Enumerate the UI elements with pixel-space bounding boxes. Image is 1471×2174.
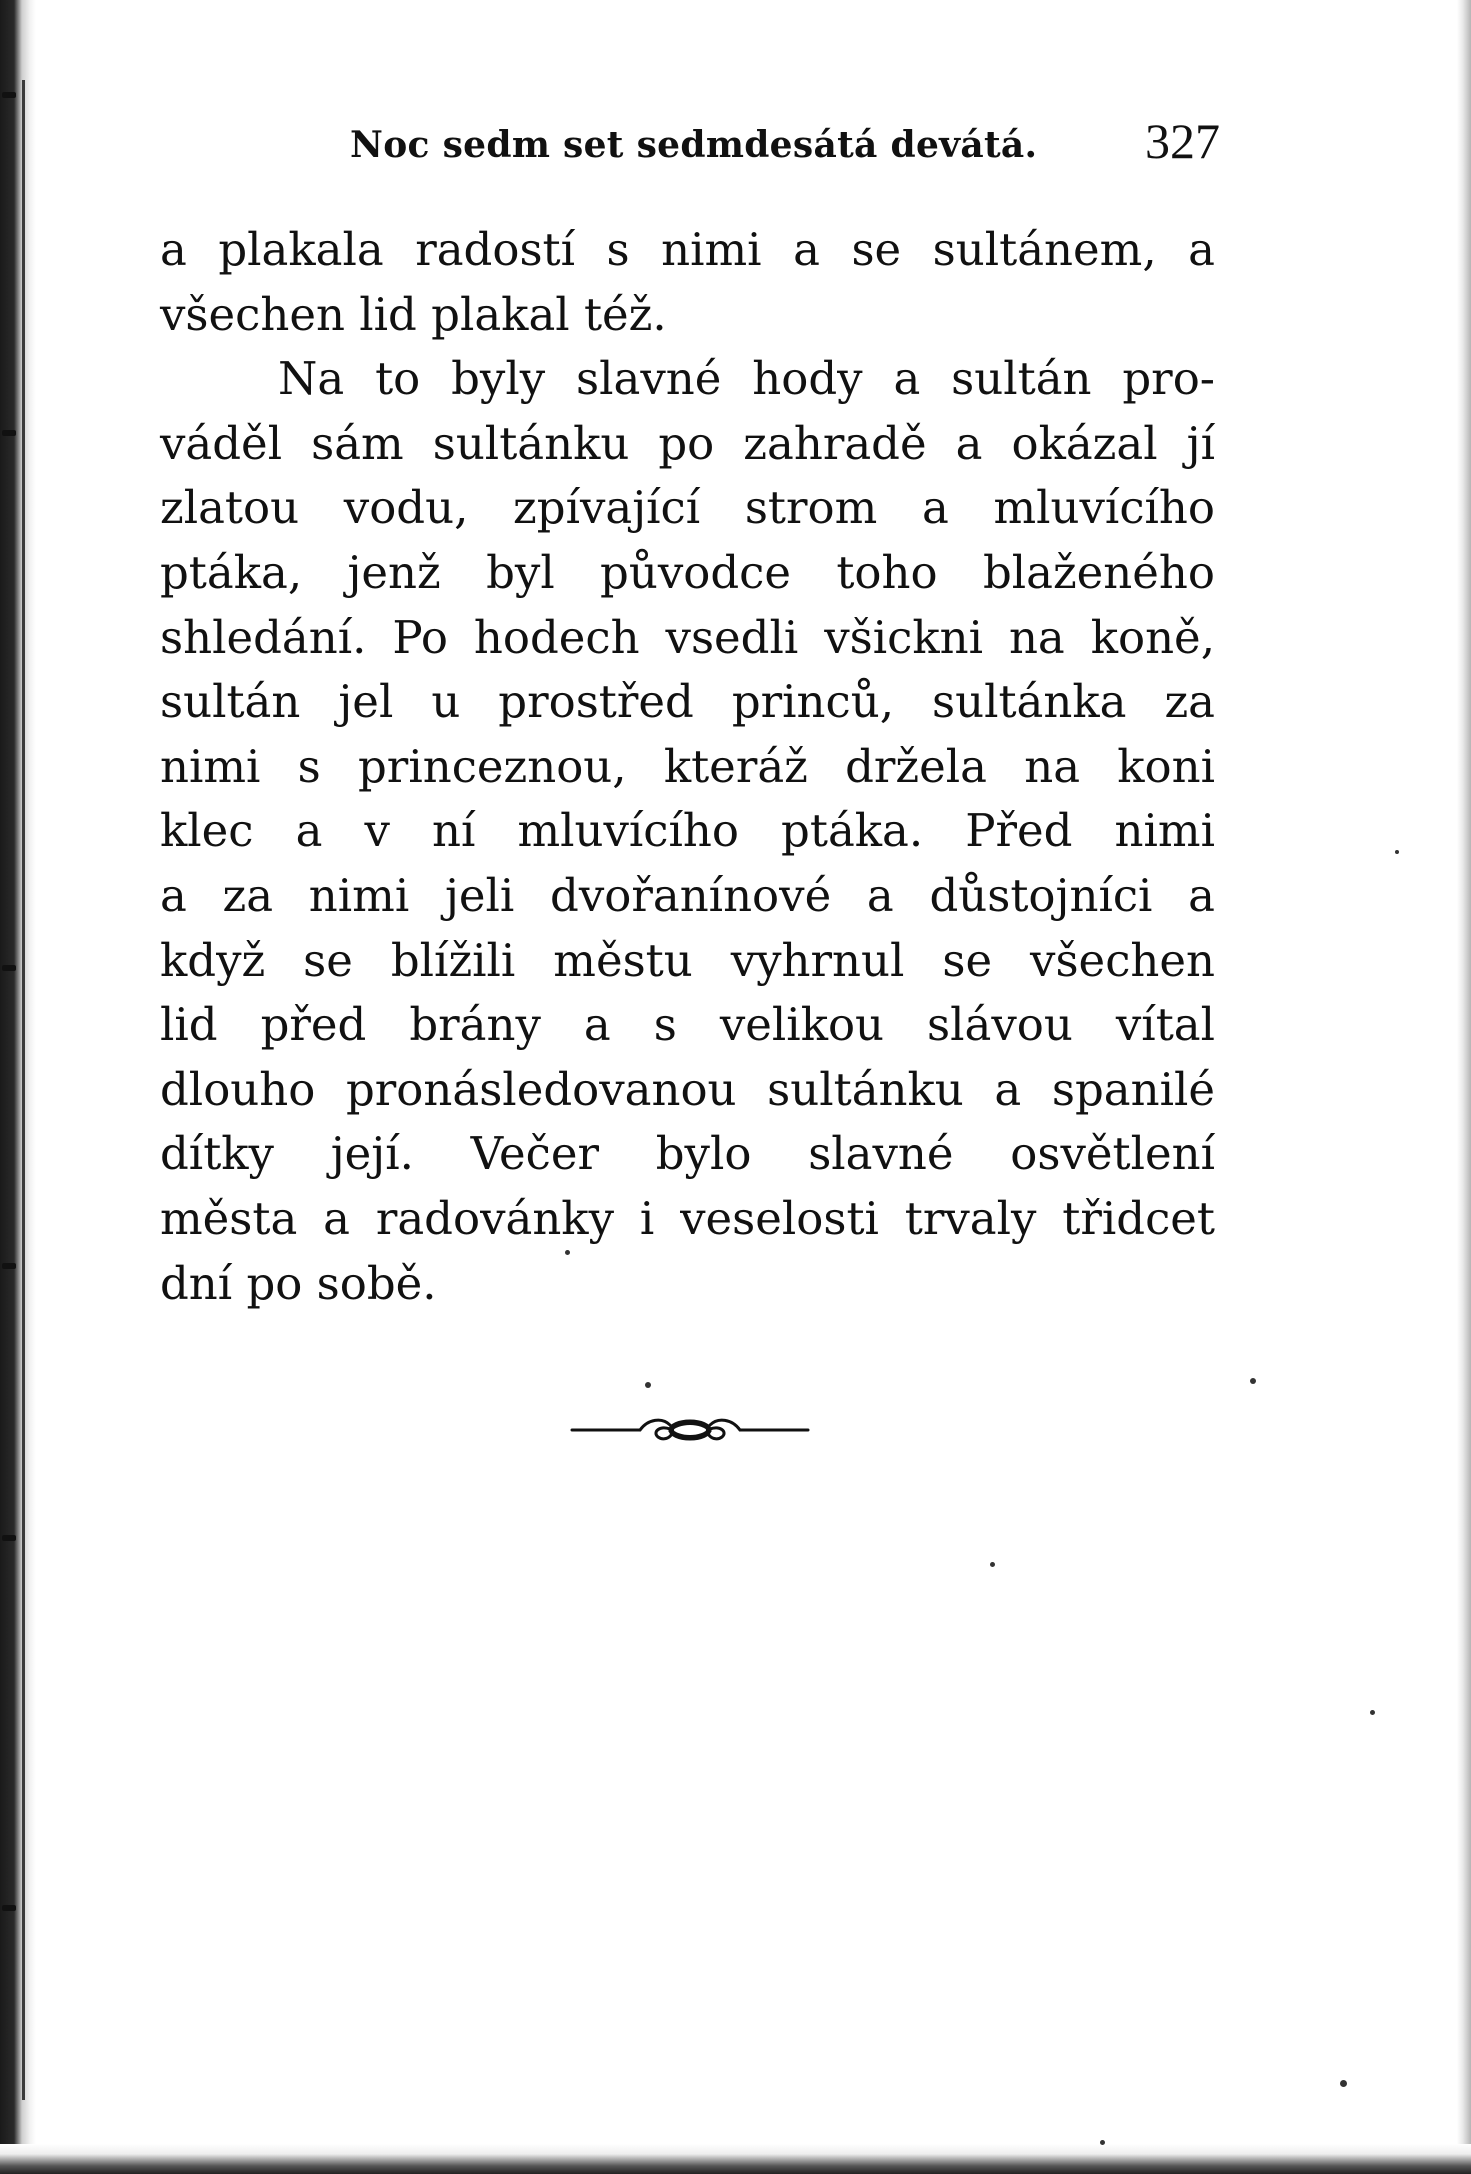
text-line: města a radovánky i veselosti trvaly třidcet — [160, 1191, 1215, 1245]
gutter-line — [22, 80, 25, 2100]
text-line: když se blížili městu vyhrnul se všechen — [160, 933, 1215, 987]
speck — [565, 1250, 570, 1255]
running-head: Noc sedm set sedmdesátá devátá. — [350, 124, 1038, 166]
page-right-edge — [1457, 0, 1471, 2174]
speck — [1250, 1378, 1256, 1384]
speck — [1395, 850, 1399, 854]
text-line: shledání. Po hodech vsedli všickni na koně, — [160, 610, 1215, 664]
speck — [1370, 1710, 1375, 1715]
text-line: zlatou vodu, zpívající strom a mluvícího — [160, 481, 1215, 535]
ornament-divider-icon — [570, 1405, 810, 1455]
text-line: a plakala radostí s nimi a se sultánem, a — [160, 223, 1215, 276]
text-line: ptáka, jenž byl původce toho blaženého — [160, 545, 1215, 599]
text-line: váděl sám sultánku po zahradě a okázal jí — [160, 416, 1215, 470]
binding-mark — [2, 1263, 16, 1269]
binding-mark — [2, 430, 16, 436]
speck — [1100, 2140, 1105, 2145]
speck — [645, 1382, 651, 1388]
page-header — [350, 112, 1220, 172]
binding-mark — [2, 1905, 16, 1911]
page-bottom-edge — [0, 2144, 1471, 2174]
speck — [1340, 2080, 1347, 2087]
text-line: dlouho pronásledovanou sultánku a spanilé — [160, 1062, 1215, 1116]
text-line: lid před brány a s velikou slávou vítal — [160, 998, 1215, 1052]
text-line: dítky její. Večer bylo slavné osvětlení — [160, 1127, 1215, 1181]
page-gutter — [0, 0, 36, 2174]
text-line: všechen lid plakal též. — [160, 287, 667, 341]
binding-mark — [2, 965, 16, 971]
text-line: klec a v ní mluvícího ptáka. Před nimi — [160, 804, 1215, 858]
text-line: dní po sobě. — [160, 1256, 437, 1310]
binding-mark — [2, 1535, 16, 1541]
body-text — [160, 218, 1215, 1316]
page-number: 327 — [1145, 113, 1220, 169]
binding-mark — [2, 92, 16, 98]
text-line: a za nimi jeli dvořanínové a důstojníci a — [160, 868, 1215, 922]
text-line: nimi s princeznou, kteráž držela na koni — [160, 739, 1215, 793]
text-line: Na to byly slavné hody a sultán pro- — [278, 352, 1215, 406]
text-line: sultán jel u prostřed princů, sultánka za — [160, 675, 1215, 729]
speck — [990, 1562, 995, 1567]
